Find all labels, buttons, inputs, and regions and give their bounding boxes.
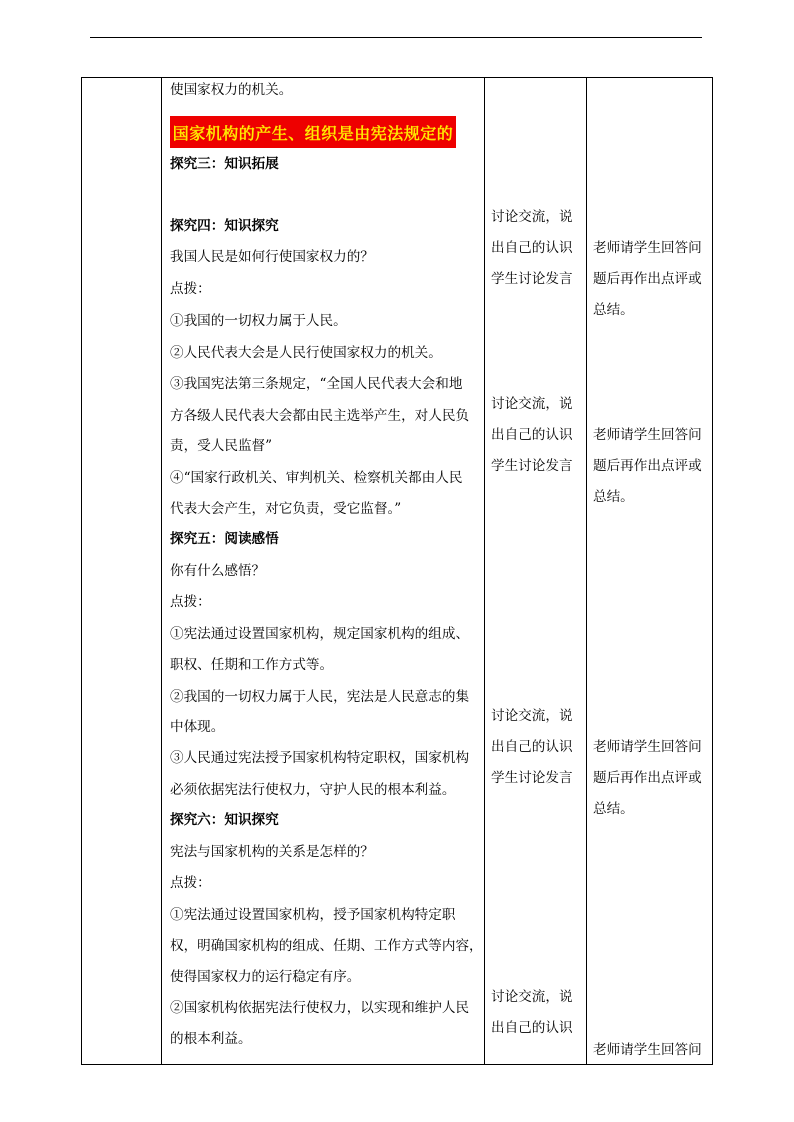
banner-text: 国家机构的产生、组织是由宪法规定的 bbox=[172, 123, 454, 143]
point-6-2-line-1: ②国家机构依据宪法行使权力，以实现和维护人民 bbox=[170, 1000, 470, 1016]
teacher-activity-4-line-1: 老师请学生回答问 bbox=[593, 1042, 702, 1058]
point-6-2-line-2: 的根本利益。 bbox=[170, 1031, 252, 1047]
point-4-3-line-3: 责，受人民监督” bbox=[170, 438, 273, 454]
student-activity-4-line-2: 出自己的认识 bbox=[491, 1020, 573, 1036]
column-divider-2 bbox=[484, 78, 485, 1064]
teacher-activity-1-line-2: 题后再作出点评或 bbox=[593, 271, 702, 287]
teacher-activity-3-line-2: 题后再作出点评或 bbox=[593, 770, 702, 786]
hint-label-4: 点拨： bbox=[170, 281, 211, 297]
section-title-5: 探究五：阅读感悟 bbox=[170, 531, 279, 547]
point-4-2: ②人民代表大会是人民行使国家权力的机关。 bbox=[170, 345, 442, 361]
student-activity-3-line-2: 出自己的认识 bbox=[491, 739, 573, 755]
point-6-1-line-3: 使得国家权力的运行稳定有序。 bbox=[170, 969, 361, 985]
point-6-1-line-2: 权，明确国家机构的组成、任期、工作方式等内容， bbox=[170, 938, 483, 954]
column-divider-3 bbox=[586, 78, 587, 1064]
section-title-3: 探究三：知识拓展 bbox=[170, 156, 279, 172]
point-5-3-line-1: ③人民通过宪法授予国家机构特定职权，国家机构 bbox=[170, 750, 470, 766]
content-line: 使国家权力的机关。 bbox=[170, 82, 293, 98]
student-activity-4-line-1: 讨论交流，说 bbox=[491, 989, 573, 1005]
point-4-1: ①我国的一切权力属于人民。 bbox=[170, 313, 347, 329]
point-4-4-line-2: 代表大会产生，对它负责，受它监督。” bbox=[170, 501, 402, 517]
student-activity-2-line-3: 学生讨论发言 bbox=[491, 458, 573, 474]
point-5-2-line-1: ②我国的一切权力属于人民，宪法是人民意志的集 bbox=[170, 689, 470, 705]
hint-label-5: 点拨： bbox=[170, 594, 211, 610]
point-4-3-line-2: 方各级人民代表大会都由民主选举产生，对人民负 bbox=[170, 408, 470, 424]
teacher-activity-2-line-3: 总结。 bbox=[593, 489, 634, 505]
point-5-1-line-2: 职权、任期和工作方式等。 bbox=[170, 657, 334, 673]
point-6-1-line-1: ①宪法通过设置国家机构，授予国家机构特定职 bbox=[170, 907, 456, 923]
point-5-1-line-1: ①宪法通过设置国家机构，规定国家机构的组成、 bbox=[170, 626, 470, 642]
student-activity-1-line-2: 出自己的认识 bbox=[491, 240, 573, 256]
point-5-2-line-2: 中体现。 bbox=[170, 719, 225, 735]
hint-label-6: 点拨： bbox=[170, 875, 211, 891]
student-activity-1-line-3: 学生讨论发言 bbox=[491, 271, 573, 287]
header-rule bbox=[90, 37, 702, 38]
teacher-activity-1-line-3: 总结。 bbox=[593, 302, 634, 318]
point-4-4-line-1: ④“国家行政机关、审判机关、检察机关都由人民 bbox=[170, 470, 463, 486]
question-6: 宪法与国家机构的关系是怎样的？ bbox=[170, 844, 374, 860]
student-activity-1-line-1: 讨论交流，说 bbox=[491, 209, 573, 225]
teacher-activity-3-line-1: 老师请学生回答问 bbox=[593, 739, 702, 755]
student-activity-3-line-1: 讨论交流，说 bbox=[491, 708, 573, 724]
student-activity-2-line-1: 讨论交流，说 bbox=[491, 396, 573, 412]
teacher-activity-3-line-3: 总结。 bbox=[593, 801, 634, 817]
teacher-activity-2-line-2: 题后再作出点评或 bbox=[593, 458, 702, 474]
teacher-activity-2-line-1: 老师请学生回答问 bbox=[593, 427, 702, 443]
highlight-banner bbox=[170, 116, 456, 148]
column-divider-1 bbox=[161, 78, 162, 1064]
section-title-6: 探究六：知识探究 bbox=[170, 812, 279, 828]
student-activity-3-line-3: 学生讨论发言 bbox=[491, 770, 573, 786]
point-5-3-line-2: 必须依据宪法行使权力，守护人民的根本利益。 bbox=[170, 782, 456, 798]
teacher-activity-1-line-1: 老师请学生回答问 bbox=[593, 240, 702, 256]
point-4-3-line-1: ③我国宪法第三条规定，“全国人民代表大会和地 bbox=[170, 376, 463, 392]
section-title-4: 探究四：知识探究 bbox=[170, 218, 279, 234]
question-5: 你有什么感悟？ bbox=[170, 563, 266, 579]
student-activity-2-line-2: 出自己的认识 bbox=[491, 427, 573, 443]
question-4: 我国人民是如何行使国家权力的？ bbox=[170, 249, 374, 265]
